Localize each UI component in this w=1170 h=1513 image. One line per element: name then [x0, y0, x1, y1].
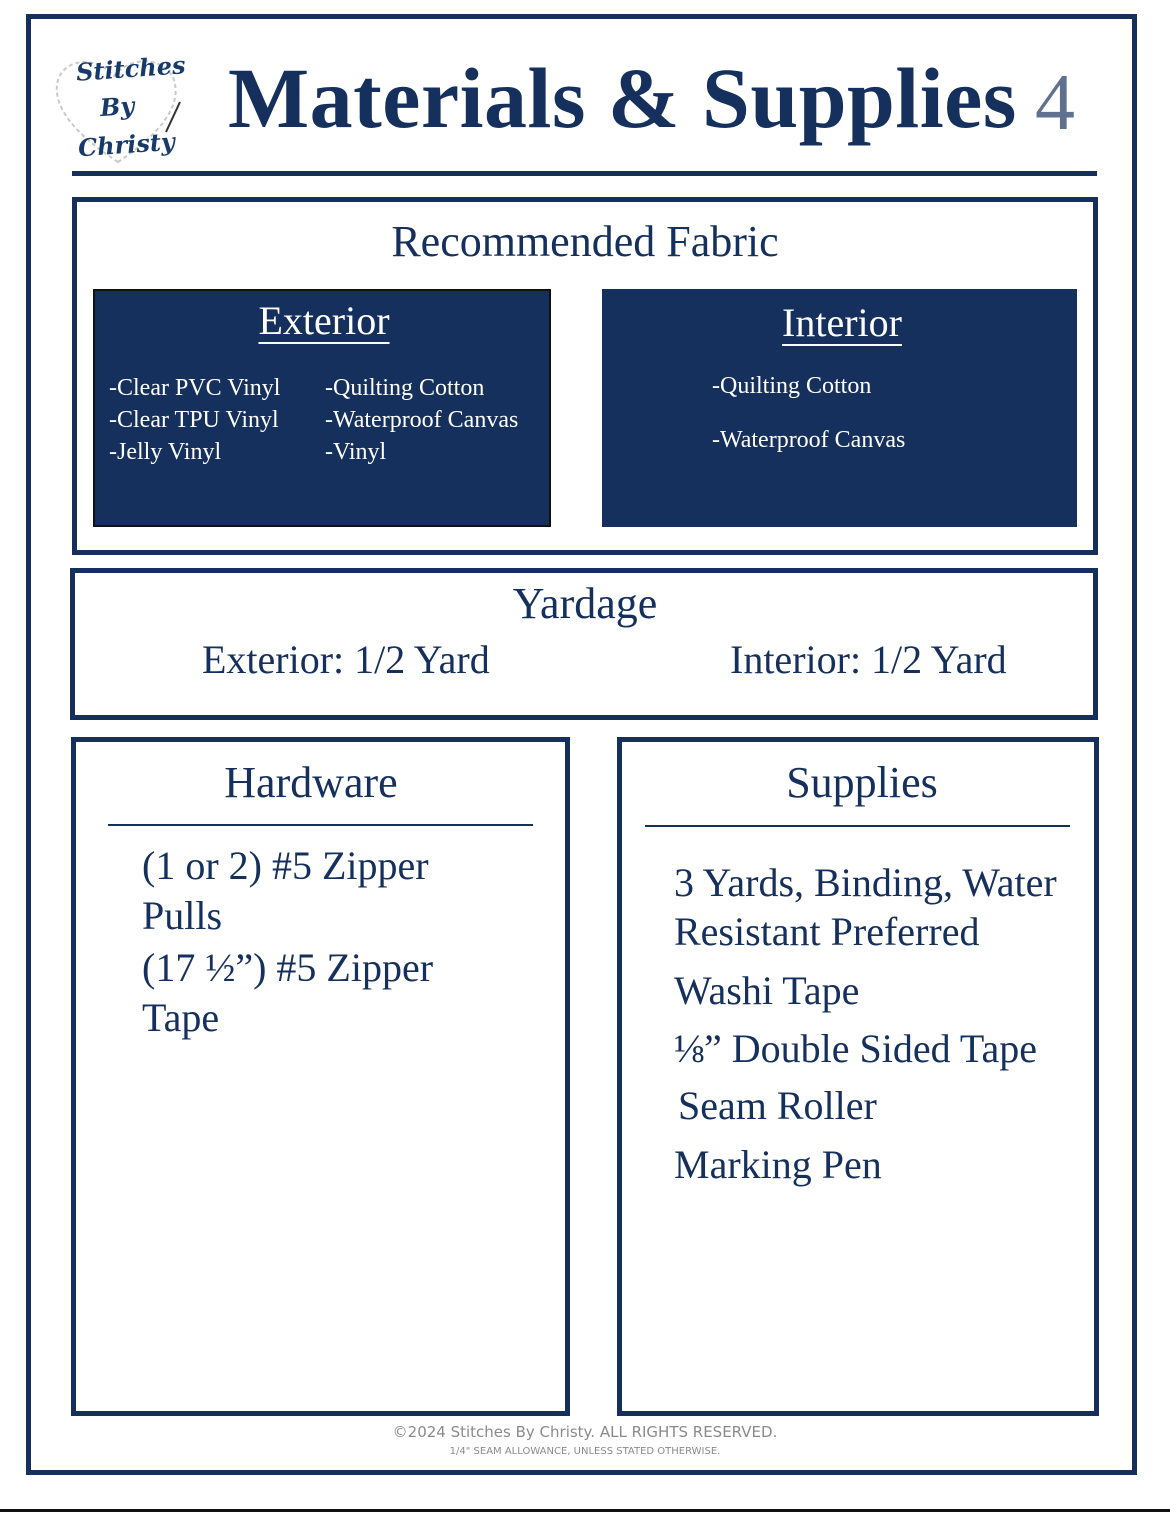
supplies-line-marking-pen: Marking Pen [674, 1142, 882, 1187]
hardware-line-zipper-pulls: (1 or 2) #5 Zipper [142, 843, 429, 888]
hardware-line-tape: Tape [142, 995, 220, 1040]
yardage-interior: Interior: 1/2 Yard [730, 637, 1007, 682]
hardware-line-pulls: Pulls [142, 893, 223, 938]
exterior-item-quilting-cotton: -Quilting Cotton [325, 375, 485, 401]
title-divider [72, 171, 1097, 176]
supplies-heading: Supplies [786, 758, 938, 807]
supplies-line-washi-tape: Washi Tape [674, 968, 860, 1013]
exterior-heading: Exterior [258, 298, 390, 343]
yardage-exterior: Exterior: 1/2 Yard [202, 637, 490, 682]
yardage-heading: Yardage [512, 579, 658, 628]
supplies-box [617, 737, 1099, 1416]
exterior-item-waterproof-canvas: -Waterproof Canvas [325, 407, 519, 433]
supplies-line-water-resistant: Resistant Preferred [674, 909, 980, 954]
footer-copyright: ©2024 Stitches By Christy. ALL RIGHTS RESERVED. [392, 1423, 778, 1441]
hardware-box [71, 737, 570, 1416]
page-bottom-edge [0, 1509, 1170, 1512]
supplies-line-seam-roller: Seam Roller [678, 1083, 877, 1128]
logo-line-stitches: Stitches [75, 50, 187, 87]
exterior-item-jelly-vinyl: -Jelly Vinyl [109, 439, 222, 465]
hardware-line-zipper-tape: (17 ½”) #5 Zipper [142, 945, 434, 990]
exterior-item-clear-pvc-vinyl: -Clear PVC Vinyl [109, 375, 281, 401]
stitches-by-christy-logo [48, 50, 188, 170]
interior-panel [602, 289, 1077, 527]
supplies-line-binding: 3 Yards, Binding, Water [674, 860, 1057, 905]
hardware-heading: Hardware [224, 758, 398, 807]
exterior-item-clear-tpu-vinyl: -Clear TPU Vinyl [109, 407, 279, 433]
interior-heading: Interior [782, 300, 902, 345]
interior-item-quilting-cotton: -Quilting Cotton [712, 373, 872, 399]
recommended-fabric-heading: Recommended Fabric [391, 217, 779, 266]
exterior-panel [93, 289, 551, 527]
hardware-divider [108, 824, 533, 826]
footer-seam-note: 1/4" SEAM ALLOWANCE, UNLESS STATED OTHERWISE. [449, 1446, 721, 1457]
page-title: Materials & Supplies [228, 50, 1017, 146]
exterior-item-vinyl: -Vinyl [325, 439, 387, 465]
logo-line-christy: Christy [77, 126, 176, 163]
page-number: 4 [1035, 59, 1075, 147]
supplies-line-double-sided-tape: ⅛” Double Sided Tape [674, 1026, 1038, 1071]
interior-item-waterproof-canvas: -Waterproof Canvas [712, 427, 906, 453]
logo-line-by: By [99, 90, 136, 123]
supplies-divider [645, 825, 1070, 827]
